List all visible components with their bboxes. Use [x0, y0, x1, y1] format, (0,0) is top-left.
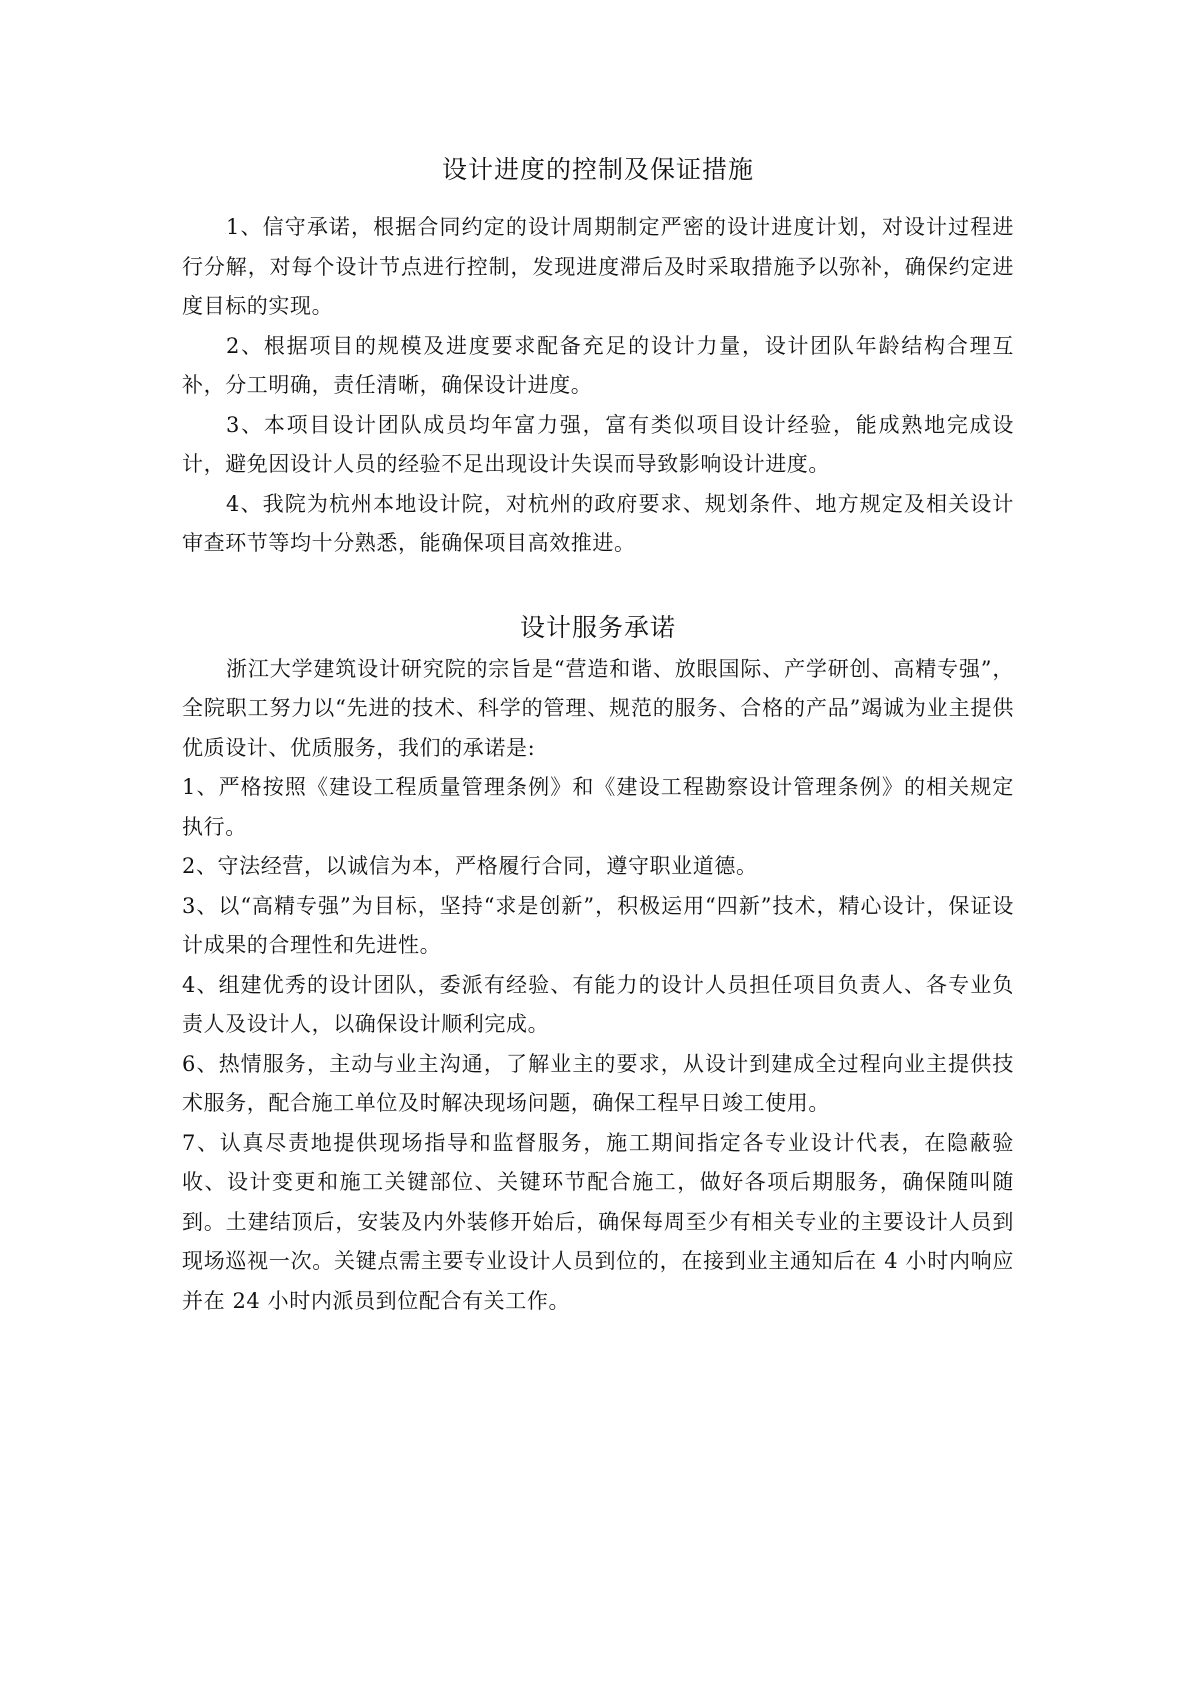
section-title-schedule-control: 设计进度的控制及保证措施	[441, 155, 754, 184]
commitment-item-1: 1、严格按照《建设工程质量管理条例》和《建设工程勘察设计管理条例》的相关规定执行。	[182, 775, 1014, 839]
schedule-paragraph-3: 3、本项目设计团队成员均年富力强，富有类似项目设计经验，能成熟地完成设计，避免因设计人员的经验不足出现设计失误而导致影响设计进度。	[182, 412, 1014, 476]
commitment-item-3: 3、以“高精专强”为目标，坚持“求是创新”，积极运用“四新”技术，精心设计，保证设计成果的合理性和先进性。	[182, 893, 1014, 957]
document-content	[182, 150, 1014, 1321]
commitment-item-7: 7、认真尽责地提供现场指导和监督服务，施工期间指定各专业设计代表，在隐蔽验收、设计变更和施工关键部位、关键环节配合施工，做好各项后期服务，确保随叫随到。土建结顶后，安装及内外装修开始后，确保每周至少有相关专业的主要设计人员到现场巡视一次。关键点需主要专业设计人员到位的，在接到业主通知后在 4 小时内响应并在 24 小时内派员到位配合有关工作。	[182, 1130, 1014, 1313]
schedule-paragraph-2: 2、根据项目的规模及进度要求配备充足的设计力量，设计团队年龄结构合理互补，分工明确，责任清晰，确保设计进度。	[182, 333, 1014, 397]
commitment-item-6: 6、热情服务，主动与业主沟通，了解业主的要求，从设计到建成全过程向业主提供技术服务，配合施工单位及时解决现场问题，确保工程早日竣工使用。	[182, 1051, 1014, 1115]
service-intro-paragraph: 浙江大学建筑设计研究院的宗旨是“营造和谐、放眼国际、产学研创、高精专强”，全院职工努力以“先进的技术、科学的管理、规范的服务、合格的产品”竭诚为业主提供优质设计、优质服务，我们的承诺是:	[182, 656, 1014, 760]
commitment-item-2: 2、守法经营，以诚信为本，严格履行合同，遵守职业道德。	[182, 854, 758, 878]
schedule-paragraph-1: 1、信守承诺，根据合同约定的设计周期制定严密的设计进度计划，对设计过程进行分解，对每个设计节点进行控制，发现进度滞后及时采取措施予以弥补，确保约定进度目标的实现。	[182, 215, 1014, 318]
section-title-service-commitment: 设计服务承诺	[519, 612, 676, 642]
schedule-paragraph-4: 4、我院为杭州本地设计院，对杭州的政府要求、规划条件、地方规定及相关设计审查环节等均十分熟悉，能确保项目高效推进。	[182, 491, 1014, 555]
commitment-item-4: 4、组建优秀的设计团队，委派有经验、有能力的设计人员担任项目负责人、各专业负责人及设计人，以确保设计顺利完成。	[182, 972, 1014, 1036]
